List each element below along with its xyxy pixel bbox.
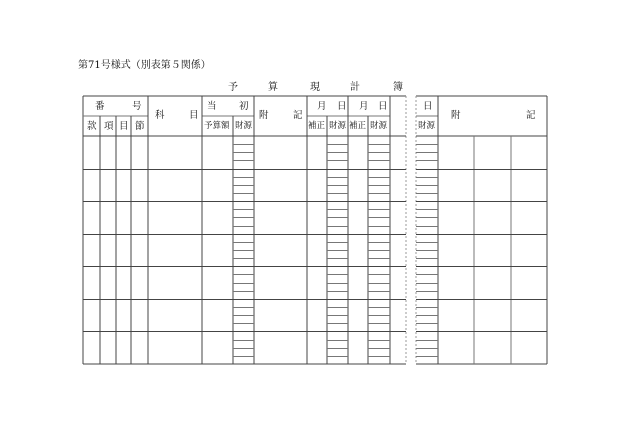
header-fuki-left-2: 記	[293, 110, 303, 121]
row-lines	[83, 145, 547, 357]
sub-hosei-2: 補正	[349, 121, 367, 131]
header-bango-1: 番	[95, 101, 105, 112]
header-day-1: 日	[337, 101, 347, 112]
title-char-5: 簿	[393, 82, 403, 93]
header-month-1: 月	[317, 101, 327, 112]
header-kamoku-2: 目	[189, 110, 199, 121]
header-fuki-left-1: 附	[259, 110, 269, 121]
header-kamoku-1: 科	[155, 110, 165, 121]
sub-zaigen-2: 財源	[329, 121, 347, 131]
header-fuki-right-2: 記	[526, 110, 536, 121]
sub-ko: 項	[104, 121, 114, 132]
header-bango-2: 号	[132, 101, 142, 112]
sub-setsu: 節	[135, 121, 145, 132]
sub-kan: 款	[87, 121, 97, 132]
header-month-2: 月	[359, 101, 369, 112]
title-char-3: 現	[310, 82, 320, 93]
header-tosho-2: 初	[239, 101, 249, 112]
form-code: 第71号様式（別表第５関係）	[78, 60, 211, 71]
sub-zaigen-4: 財源	[418, 121, 436, 131]
header-day-2: 日	[378, 101, 388, 112]
sub-zaigen-3: 財源	[370, 121, 388, 131]
sub-yosangaku: 予算額	[204, 121, 230, 131]
table-frame	[83, 96, 547, 364]
title-char-2: 算	[268, 82, 278, 93]
title-char-4: 計	[350, 82, 360, 93]
sub-zaigen-1: 財源	[235, 121, 253, 131]
sub-moku: 目	[119, 121, 129, 132]
title-char-1: 予	[228, 82, 238, 93]
header-tosho-1: 当	[207, 101, 217, 112]
header-fuki-right-1: 附	[451, 110, 461, 121]
header-hi-right: 日	[423, 101, 433, 112]
sub-hosei-1: 補正	[308, 121, 326, 131]
